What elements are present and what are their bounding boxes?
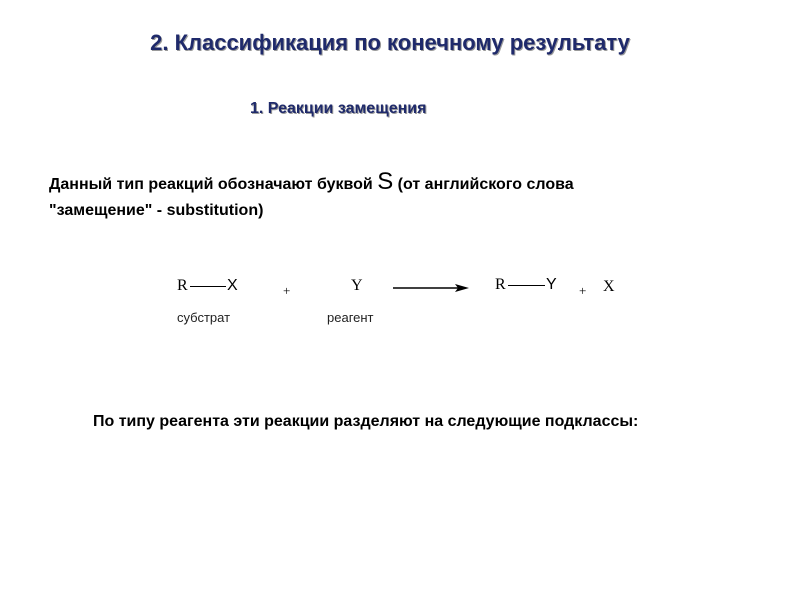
product-r: R — [495, 276, 506, 293]
reactant-r: R — [177, 277, 188, 294]
description-paragraph — [49, 168, 749, 224]
reactant-x: X — [227, 277, 238, 294]
reagent-label: реагент — [327, 310, 374, 325]
description-line-2: "замещение" - substitution) — [49, 202, 264, 219]
plus-sign-2: + — [579, 283, 587, 298]
substrate-label: субстрат — [177, 310, 231, 325]
description-text-start: Данный тип реакций обозначают буквой — [49, 176, 378, 193]
description-text-end: (от английского слова — [393, 176, 574, 193]
product-x: X — [603, 278, 615, 295]
description-line-1 — [49, 168, 749, 198]
reactant-bond — [190, 286, 226, 287]
slide-title: 2. Классификация по конечному результату — [150, 30, 630, 55]
reagent-y: Y — [351, 277, 363, 294]
reaction-arrow-icon — [393, 281, 471, 295]
substitution-letter: S — [377, 168, 394, 195]
product-bond — [508, 285, 545, 286]
plus-sign-1: + — [283, 283, 291, 298]
subclasses-text: По типу реагента эти реакции разделяют на следующие подклассы: — [93, 413, 639, 430]
product-y: Y — [546, 276, 557, 293]
slide-subtitle: 1. Реакции замещения — [250, 100, 427, 117]
